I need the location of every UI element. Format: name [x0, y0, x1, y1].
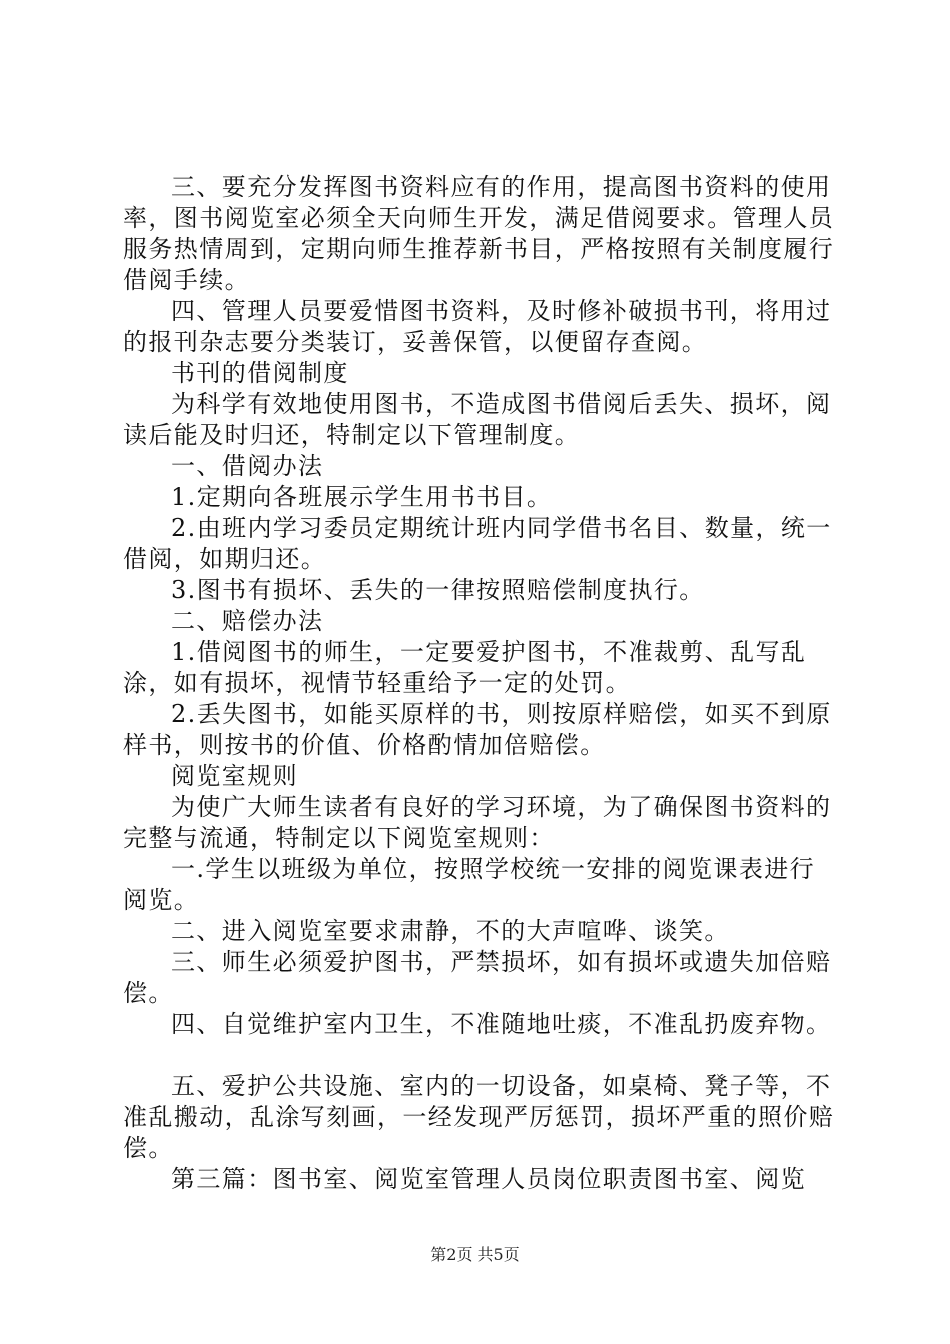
list-item: 五、爱护公共设施、室内的一切设备，如桌椅、凳子等，不准乱搬动，乱涂写刻画，一经发现严厉惩罚，损坏严重的照价赔偿。 [123, 1072, 835, 1162]
paragraph: 四、管理人员要爱惜图书资料，及时修补破损书刊，将用过的报刊杂志要分类装订，妥善保管，以便留存查阅。 [123, 297, 832, 356]
list-item: 二、进入阅览室要求肃静，不的大声喧哗、谈笑。 [171, 917, 730, 945]
document-body [123, 172, 838, 1195]
paragraph: 为使广大师生读者有良好的学习环境，为了确保图书资料的完整与流通，特制定以下阅览室规则： [123, 793, 832, 852]
paragraph: 三、要充分发挥图书资料应有的作用，提高图书资料的使用率，图书阅览室必须全天向师生开发，满足借阅要求。管理人员服务热情周到，定期向师生推荐新书目，严格按照有关制度履行借阅手续。 [123, 173, 835, 294]
section-heading: 一、借阅办法 [171, 452, 324, 480]
paragraph: 第三篇：图书室、阅览室管理人员岗位职责图书室、阅览 [171, 1165, 806, 1193]
list-item: 3.图书有损坏、丢失的一律按照赔偿制度执行。 [171, 576, 705, 604]
page-number: 第2页 共5页 [430, 1245, 520, 1264]
list-item: 2.丢失图书，如能买原样的书，则按原样赔偿，如买不到原样书，则按书的价值、价格酌情加倍赔偿。 [123, 700, 832, 759]
list-item: 四、自觉维护室内卫生，不准随地吐痰，不准乱扔废弃物。 [171, 1010, 832, 1038]
paragraph: 为科学有效地使用图书，不造成图书借阅后丢失、损坏，阅读后能及时归还，特制定以下管理制度。 [123, 390, 832, 449]
section-heading: 阅览室规则 [171, 762, 298, 790]
list-item: 1.借阅图书的师生，一定要爱护图书，不准裁剪、乱写乱涂，如有损坏，视情节轻重给予一定的处罚。 [123, 638, 807, 697]
list-item: 三、师生必须爱护图书，严禁损坏，如有损坏或遗失加倍赔偿。 [123, 948, 832, 1007]
section-heading: 书刊的借阅制度 [171, 359, 349, 387]
list-item: 一.学生以班级为单位，按照学校统一安排的阅览课表进行阅览。 [123, 855, 816, 914]
list-item: 1.定期向各班展示学生用书书目。 [171, 483, 553, 511]
section-heading: 二、赔偿办法 [171, 607, 324, 635]
list-item: 2.由班内学习委员定期统计班内同学借书名目、数量，统一借阅，如期归还。 [123, 514, 832, 573]
